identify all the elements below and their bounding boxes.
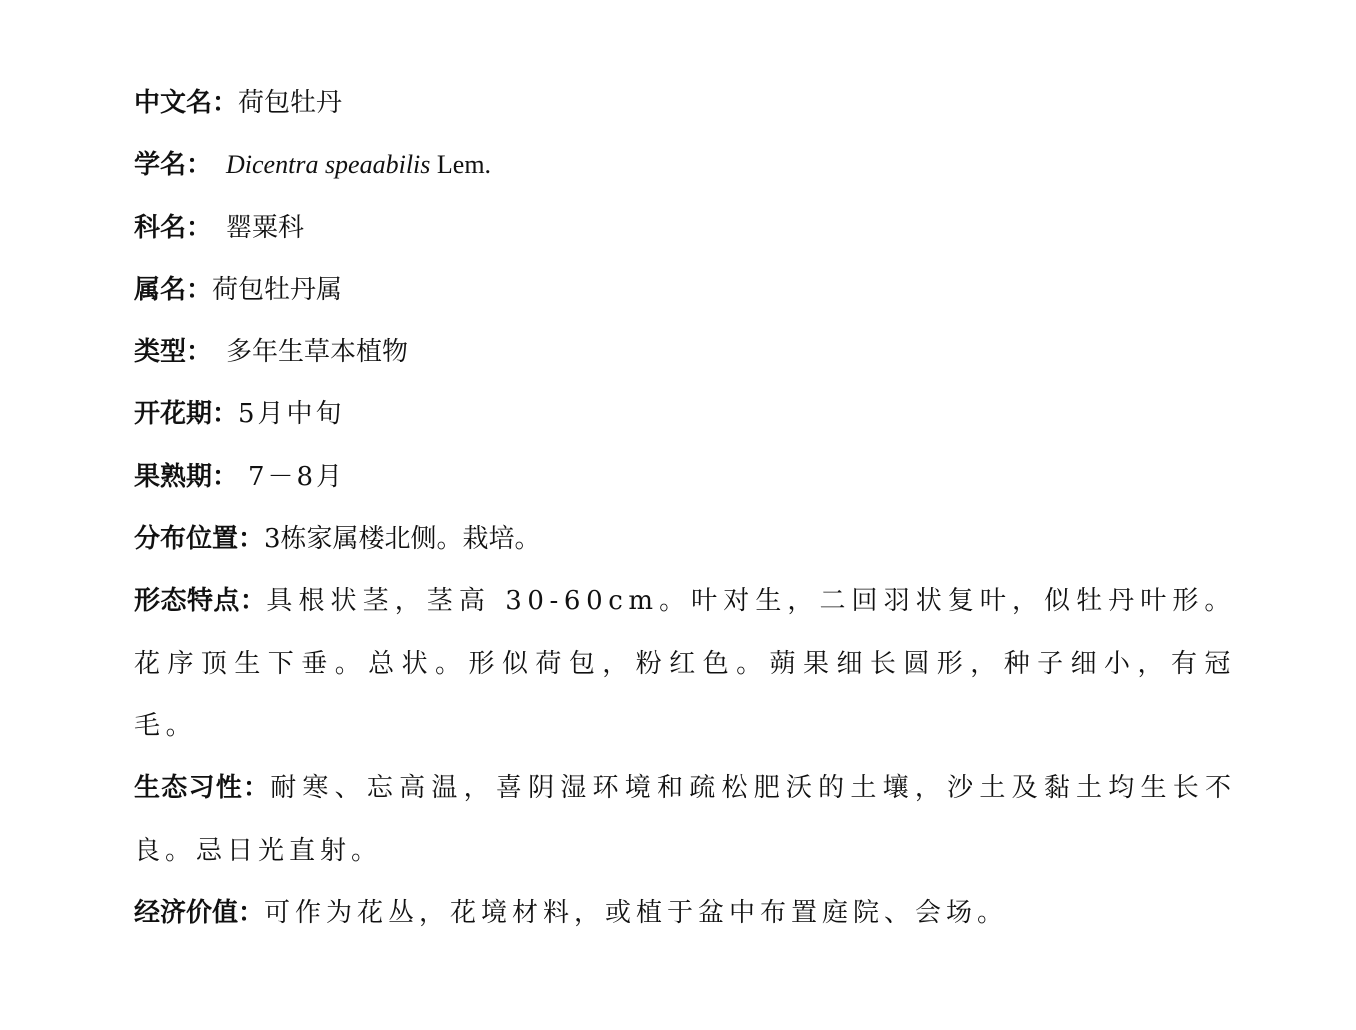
ecology-paragraph <box>134 757 1236 882</box>
genus-value: 荷包牡丹属 <box>212 274 343 305</box>
family-value: 罂粟科 <box>226 212 305 243</box>
type-value: 多年生草本植物 <box>226 337 409 368</box>
plant-profile-document <box>134 72 1236 944</box>
family-label: 科名： <box>134 212 213 243</box>
fruiting-label: 果熟期： <box>134 461 239 492</box>
flowering-label: 开花期： <box>134 399 239 430</box>
ecology-value: 耐寒、忘高温，喜阴湿环境和疏松肥沃的土壤，沙土及黏土均生长不良。忌日光直射。 <box>134 773 1236 866</box>
fruiting-row <box>134 446 1236 508</box>
scientific-name-value <box>226 150 491 179</box>
scientific-name-author: Lem. <box>436 150 492 180</box>
economic-value-paragraph <box>134 882 1236 944</box>
chinese-name-label: 中文名： <box>134 88 239 118</box>
flowering-value: 5月中旬 <box>238 399 345 430</box>
distribution-row <box>134 508 1236 570</box>
morphology-value: 具根状茎，茎高 30-60cm。叶对生，二回羽状复叶，似牡丹叶形。花序顶生下垂。总状。形似荷包，粉红色。蒴果细长圆形，种子细小，有冠毛。 <box>134 586 1236 741</box>
genus-row <box>134 259 1236 321</box>
ecology-label: 生态习性： <box>134 773 271 804</box>
scientific-name-label: 学名： <box>134 150 213 181</box>
morphology-paragraph <box>134 570 1236 757</box>
distribution-label: 分布位置： <box>134 524 265 555</box>
scientific-name-binomial: Dicentra speaabilis <box>226 150 431 180</box>
fruiting-value: 7－8月 <box>248 461 346 492</box>
scientific-name-row <box>134 134 1236 196</box>
type-label: 类型： <box>134 337 213 368</box>
economic-value-value: 可作为花丛，花境材料，或植于盆中布置庭院、会场。 <box>264 897 1009 928</box>
chinese-name-value: 荷包牡丹 <box>238 88 343 118</box>
flowering-row <box>134 383 1236 445</box>
type-row <box>134 321 1236 383</box>
chinese-name-row <box>134 72 1236 134</box>
economic-value-label: 经济价值： <box>134 897 265 928</box>
distribution-value: 3栋家属楼北侧。栽培。 <box>264 524 541 555</box>
morphology-label: 形态特点： <box>134 586 267 617</box>
family-row <box>134 197 1236 259</box>
genus-label: 属名： <box>134 274 213 305</box>
